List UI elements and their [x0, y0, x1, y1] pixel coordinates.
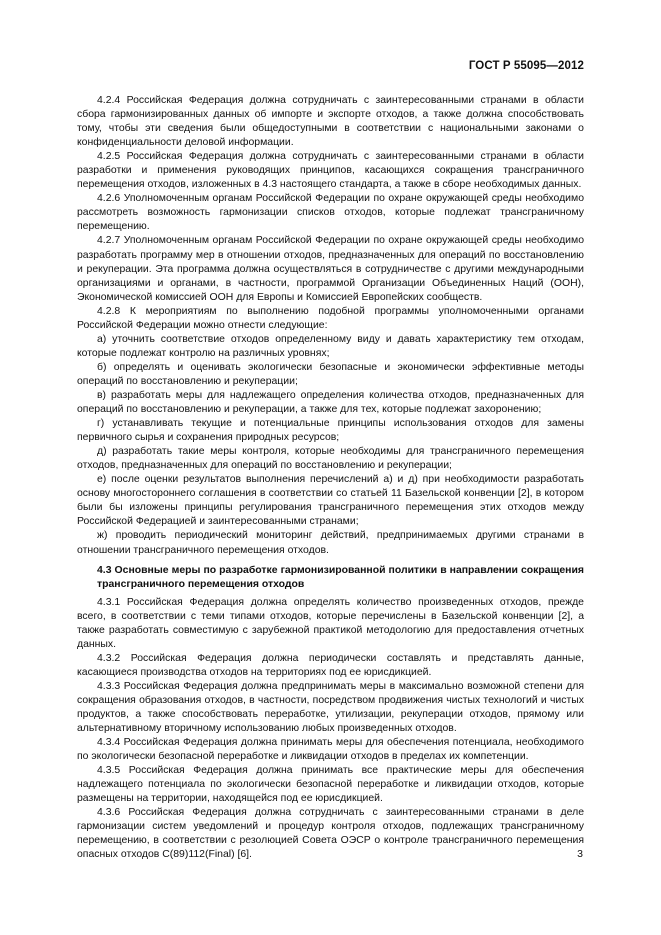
list-item-zh: ж) проводить периодический мониторинг действий, предпринимаемых другими странами в отношении трансграничного перемещения отходов. — [77, 530, 584, 556]
section-heading-4-3: 4.3 Основные меры по разработке гармонизированной политики в направлении сокращения трансграничного перемещения отходов — [97, 564, 584, 590]
document-body — [77, 94, 584, 863]
paragraph-4-3-1: 4.3.1 Российская Федерация должна определять количество произведенных отходов, прежде всего, в соответствии с теми типами отходов, которые перечислены в Базельской конвенции [2], а также разработать совместимую с зарубежной практикой методологию для предоставления отчетных данных. — [77, 596, 584, 650]
paragraph-4-3-3: 4.3.3 Российская Федерация должна предпринимать меры в максимально возможной степени для сокращения образования отходов, в частности, посредством продвижения чистых технологий и чистых продуктов, а также способствовать переработке, утилизации, рекуперации отходов, прямому или альтернативному вторичному использованию любых произведенных отходов. — [77, 680, 584, 735]
paragraph-4-3-2: 4.3.2 Российская Федерация должна периодически составлять и представлять данные, касающиеся производства отходов на территориях под ее юрисдикцией. — [77, 652, 584, 678]
document-code: ГОСТ Р 55095—2012 — [468, 60, 584, 72]
list-item-v: в) разработать меры для надлежащего определения количества отходов, предназначенных для операций по восстановлению и рекуперации, а также для тех, которые подлежат захоронению; — [77, 389, 584, 416]
paragraph-4-3-6: 4.3.6 Российская Федерация должна сотрудничать с заинтересованными странами в деле гармонизации систем уведомлений и процедур контроля отходов, подлежащих трансграничному перемещению, в соответствии с резолюцией Совета ОЭСР о контроле трансграничного перемещения опасных отходов С(89)112(Final) [6]. — [77, 807, 584, 861]
list-item-b: б) определять и оценивать экологически безопасные и экономически эффективные методы операций по восстановлению и рекуперации; — [77, 361, 584, 387]
list-item-d: д) разработать такие меры контроля, которые необходимы для трансграничного перемещения отходов, предназначенных для операций по восстановлению и рекуперации; — [77, 446, 584, 472]
list-item-a: а) уточнить соответствие отходов определенному виду и давать характеристику тем отходам, которые подлежат контролю на различных уровнях; — [77, 333, 584, 359]
page-number: 3 — [577, 848, 583, 860]
paragraph-4-3-4: 4.3.4 Российская Федерация должна принимать меры для обеспечения потенциала, необходимого по экологически безопасной переработке и ликвидации отходов в пределах их компетенции. — [77, 737, 584, 763]
list-item-e: е) после оценки результатов выполнения перечислений а) и д) при необходимости разработать основу многостороннего соглашения в соответствии со статьей 11 Базельской конвенции [2], в котором были бы изложены принципы регулирования трансграничного перемещения этих отходов между Российской Федерацией и заинтересованными странами; — [77, 474, 584, 528]
list-item-g: г) устанавливать текущие и потенциальные принципы использования отходов для замены первичного сырья и сохранения природных ресурсов; — [77, 418, 584, 444]
paragraph-4-2-6: 4.2.6 Уполномоченным органам Российской Федерации по охране окружающей среды необходимо рассмотреть возможность гармонизации списков отходов, которые подлежат трансграничному перемещению. — [77, 193, 584, 233]
paragraph-4-2-4: 4.2.4 Российская Федерация должна сотрудничать с заинтересованными странами в области сбора гармонизированных данных об импорте и экспорте отходов, а также должна способствовать тому, чтобы эти сведения были общедоступными в соответствии с национальными законами о конфиденциальности деловой информации. — [77, 95, 584, 149]
paragraph-4-2-7: 4.2.7 Уполномоченным органам Российской Федерации по охране окружающей среды необходимо разработать программу мер в отношении отходов, предназначенных для операций по восстановлению и рекуперации. Эта программа должна осуществляться в сотрудничестве с другими международными организациями и органами, в частности, программой Организации Объединенных Наций (ООН), Экономической комиссией ООН для Европы и Комиссией Европейских сообществ. — [77, 235, 584, 303]
paragraph-4-2-5: 4.2.5 Российская Федерация должна сотрудничать с заинтересованными странами в области разработки и применения руководящих принципов, касающихся сокращения трансграничного перемещения отходов, изложенных в 4.3 настоящего стандарта, а также в сборе необходимых данных. — [77, 151, 584, 191]
paragraph-4-3-5: 4.3.5 Российская Федерация должна принимать все практические меры для обеспечения надлежащего потенциала по экологически безопасной переработке и ликвидации отходов, которые размещены на территории, находящейся под ее юрисдикцией. — [77, 765, 584, 805]
paragraph-4-2-8: 4.2.8 К мероприятиям по выполнению подобной программы уполномоченными органами Российской Федерации можно отнести следующие: — [77, 305, 584, 331]
